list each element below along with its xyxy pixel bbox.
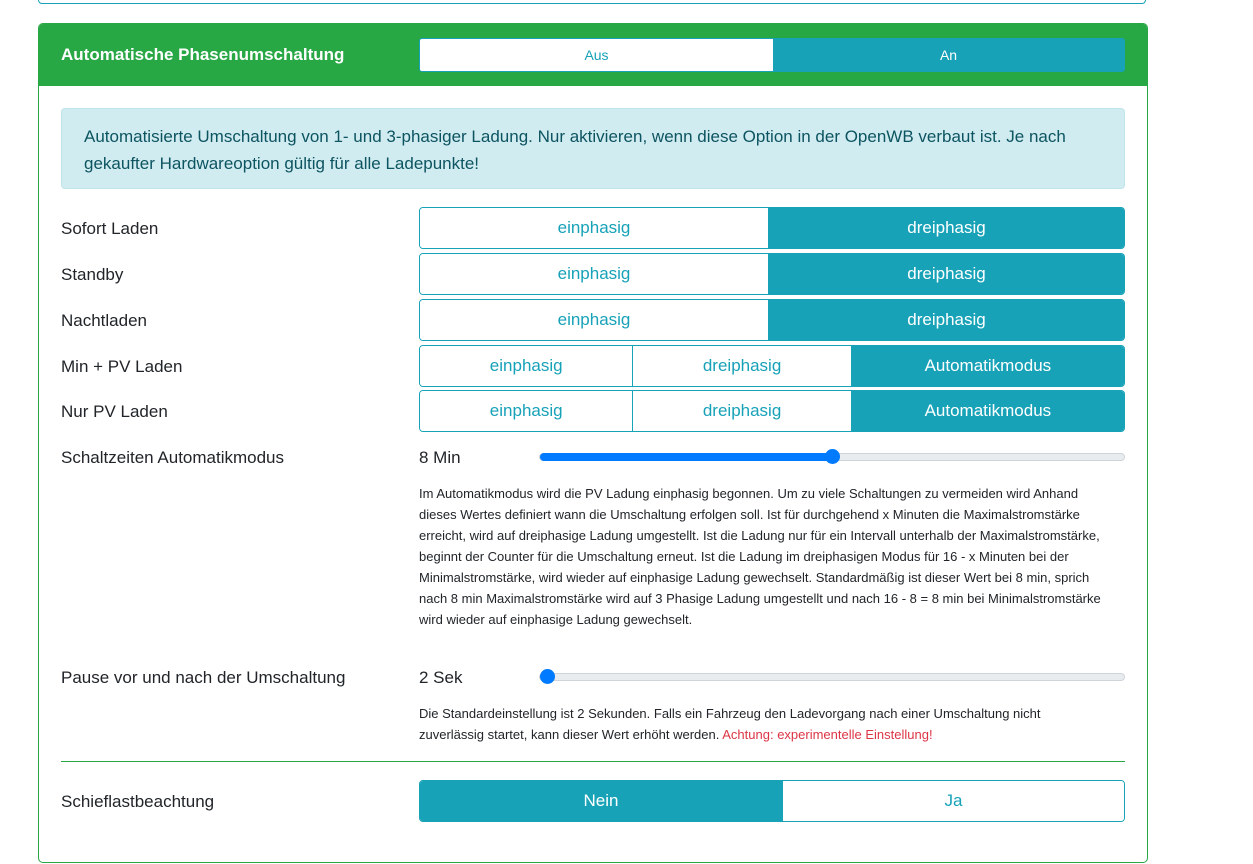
standby-dreiphasig-button[interactable]: dreiphasig bbox=[768, 254, 1124, 294]
pause-help-text: Die Standardeinstellung ist 2 Sekunden. Falls ein Fahrzeug den Ladevorgang nach einer Umschaltung nicht zuverlässig startet, kann dieser Wert erhöht werden. bbox=[419, 706, 1041, 742]
schaltzeiten-label: Schaltzeiten Automatikmodus bbox=[61, 448, 285, 467]
min-pv-laden-toggle bbox=[419, 345, 1125, 387]
nacht-dreiphasig-button[interactable]: dreiphasig bbox=[768, 300, 1124, 340]
nur-pv-laden-label: Nur PV Laden bbox=[61, 402, 168, 421]
schaltzeiten-value: 8 Min bbox=[419, 448, 461, 467]
min-pv-laden-label: Min + PV Laden bbox=[61, 357, 183, 376]
nurpv-dreiphasig-button[interactable]: dreiphasig bbox=[632, 391, 850, 431]
nacht-einphasig-button[interactable]: einphasig bbox=[420, 300, 768, 340]
pause-help bbox=[419, 703, 1109, 745]
pause-label: Pause vor und nach der Umschaltung bbox=[61, 668, 346, 687]
standby-toggle bbox=[419, 253, 1125, 295]
schieflast-toggle bbox=[419, 780, 1125, 822]
pause-warning: Achtung: experimentelle Einstellung! bbox=[722, 727, 933, 742]
section-divider bbox=[61, 761, 1125, 762]
toggle-an-button[interactable]: An bbox=[773, 39, 1124, 71]
pause-slider[interactable] bbox=[539, 673, 1125, 681]
info-alert: Automatisierte Umschaltung von 1- und 3-phasiger Ladung. Nur aktivieren, wenn diese Option in der OpenWB verbaut ist. Je nach gekaufter Hardwareoption gültig für alle Ladepunkte! bbox=[61, 108, 1125, 189]
sofort-einphasig-button[interactable]: einphasig bbox=[420, 208, 768, 248]
nurpv-automatik-button[interactable]: Automatikmodus bbox=[851, 391, 1124, 431]
schaltzeiten-slider-thumb[interactable] bbox=[825, 449, 840, 464]
phase-switch-card bbox=[38, 23, 1148, 863]
toggle-aus-button[interactable]: Aus bbox=[420, 39, 773, 71]
sofort-laden-toggle bbox=[419, 207, 1125, 249]
pause-value: 2 Sek bbox=[419, 668, 463, 687]
nachtladen-toggle bbox=[419, 299, 1125, 341]
sofort-laden-label: Sofort Laden bbox=[61, 219, 159, 238]
standby-einphasig-button[interactable]: einphasig bbox=[420, 254, 768, 294]
schaltzeiten-help: Im Automatikmodus wird die PV Ladung einphasig begonnen. Um zu viele Schaltungen zu vermeiden wird Anhand dieses Wertes definiert wann die Umschaltung erfolgen soll. Ist für durchgehend x Minuten die Maximalstromstärke erreicht, wird auf dreiphasige Ladung umgestellt. Ist die Ladung nur für ein Intervall unterhalb der Maximalstromstärke, beginnt der Counter für die Umschaltung erneut. Ist die Ladung im dreiphasigen Modus für 16 - x Minuten bei der Minimalstromstärke, wird wieder auf einphasige Ladung gewechselt. Standardmäßig ist dieser Wert bei 8 min, sprich nach 8 min Maximalstromstärke wird auf 3 Phasige Ladung umgestellt und nach 16 - 8 = 8 min bei Minimalstromstärke wird wieder auf einphasige Ladung gewechselt. bbox=[419, 486, 1101, 627]
sofort-dreiphasig-button[interactable]: dreiphasig bbox=[768, 208, 1124, 248]
previous-card-edge bbox=[38, 0, 1146, 4]
nur-pv-laden-toggle bbox=[419, 390, 1125, 432]
standby-label: Standby bbox=[61, 265, 124, 284]
schieflast-ja-button[interactable]: Ja bbox=[782, 781, 1124, 821]
pause-slider-thumb[interactable] bbox=[540, 669, 555, 684]
phase-switch-toggle bbox=[419, 38, 1125, 72]
minpv-dreiphasig-button[interactable]: dreiphasig bbox=[632, 346, 850, 386]
nachtladen-label: Nachtladen bbox=[61, 311, 148, 330]
minpv-einphasig-button[interactable]: einphasig bbox=[420, 346, 632, 386]
card-title: Automatische Phasenumschaltung bbox=[61, 45, 345, 64]
schaltzeiten-slider-fill bbox=[540, 453, 833, 461]
schaltzeiten-slider[interactable] bbox=[539, 453, 1125, 461]
minpv-automatik-button[interactable]: Automatikmodus bbox=[851, 346, 1124, 386]
schieflast-label: Schieflastbeachtung bbox=[61, 792, 215, 811]
nurpv-einphasig-button[interactable]: einphasig bbox=[420, 391, 632, 431]
schieflast-nein-button[interactable]: Nein bbox=[420, 781, 782, 821]
card-header bbox=[39, 24, 1147, 86]
